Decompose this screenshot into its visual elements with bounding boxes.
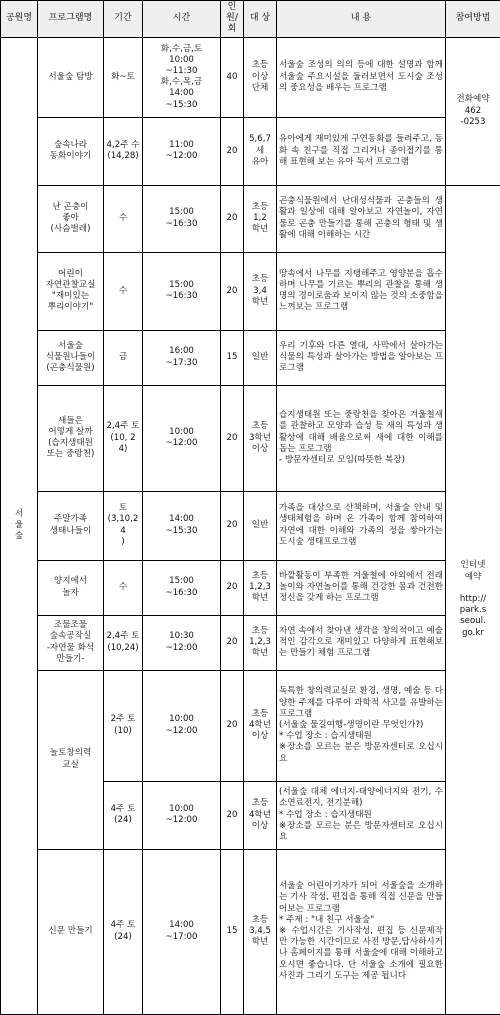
program-time: 10:00 ~12:00 <box>143 385 221 491</box>
program-target: 초등 1,2 학년 <box>244 185 277 252</box>
program-content: 가족을 대상으로 산책하며, 서울숲 안내 및 생태체험을 하며 온 가족이 함께 참여하여 자연에 대한 이해와 가족의 정을 쌓아가는 도시숲 생태프로그램 <box>277 491 446 560</box>
table-row <box>1 491 500 560</box>
program-name: 신문 만들기 <box>38 849 104 1014</box>
program-time: 10:00 ~12:00 <box>143 670 221 781</box>
program-time: 14:00 ~17:00 <box>143 849 221 1014</box>
program-time: 14:00 ~15:30 <box>143 491 221 560</box>
program-period: 2,4주 토 (10, 24) <box>104 385 143 491</box>
header-content: 내 용 <box>277 1 446 38</box>
program-target: 초등 이상 단체 <box>244 37 277 117</box>
program-people: 20 <box>221 185 244 252</box>
program-period: 2주 토 (10) <box>104 670 143 781</box>
table-row <box>1 252 500 330</box>
program-period: 금 <box>104 330 143 385</box>
program-people: 20 <box>221 781 244 849</box>
program-name: 숲속나라 동화이야기 <box>38 117 104 185</box>
program-content: 유아에게 재미있게 구연동화를 들려주고, 동화 속 친구를 직접 그리거나 종이접기를 통해 표현해 보는 유아 독서 프로그램 <box>277 117 446 185</box>
program-time: 15:00 ~16:30 <box>143 185 221 252</box>
table-row <box>1 615 500 670</box>
program-time: 15:00 ~16:30 <box>143 560 221 615</box>
program-name: 서울숲 식물원나들이 (곤충식물원) <box>38 330 104 385</box>
program-people: 20 <box>221 615 244 670</box>
program-target: 일반 <box>244 491 277 560</box>
table-row <box>1 37 500 117</box>
program-target: 초등 1,2,3 학년 <box>244 560 277 615</box>
program-people: 20 <box>221 670 244 781</box>
program-content: (서울숲 대체 에너지-태양에너지와 전기, 수소연료전지, 전기분해) * 수업 장소 : 습지생태원 ※장소를 모르는 분은 방문자센터로 오십시요 <box>277 781 446 849</box>
program-content: 습지생태원 또는 중랑천을 찾아온 겨울철새를 관찰하고 모양과 습성 등 새의 특성과 생활상에 대해 배움으로써 새에 대한 이해를 돕는 프로그램 - 방문자센터로 모임(따뜻한 복장) <box>277 385 446 491</box>
header-target: 대 상 <box>244 1 277 38</box>
program-period: 수 <box>104 252 143 330</box>
program-period: 4주 토 (24) <box>104 781 143 849</box>
table-row <box>1 385 500 491</box>
program-content: 자연 속에서 찾아낸 생각을 창의적이고 예술적인 감각으로 재미있고 다양하게 표현해보는 만들기 체험 프로그램 <box>277 615 446 670</box>
program-content: 바깥활동이 부족한 겨울철에 야외에서 전래놀이와 자연놀이를 통해 건강한 몸과 건전한 정신을 갖게 하는 프로그램 <box>277 560 446 615</box>
park-name: 서 울 숲 <box>1 37 38 1014</box>
reservation-phone: 전화예약 462 -0253 <box>446 37 500 185</box>
program-content: 독특한 창의력교실로 환경, 생명, 예술 등 다양한 주제를 다루어 과학적 사고를 유발하는 프로그램 (서울숲 물길여행-생명이란 무엇인가?) * 수업 장소 : 습지생태원 ※장소를 모르는 분은 방문자센터로 오십시요 <box>277 670 446 781</box>
reservation-internet: 인터넷 예약 http:// park.s seoul. go.kr <box>446 185 500 1014</box>
header-period: 기간 <box>104 1 143 38</box>
program-target: 초등 4학년 이상 <box>244 781 277 849</box>
program-time: 15:00 ~16:30 <box>143 252 221 330</box>
header-park: 공원명 <box>1 1 38 38</box>
program-name: 양지에서 놀자 <box>38 560 104 615</box>
program-name: 놀토창의력 교실 <box>38 670 104 849</box>
table-row <box>1 117 500 185</box>
table-row <box>1 560 500 615</box>
program-people: 20 <box>221 117 244 185</box>
program-period: 4,2주 수 (14,28) <box>104 117 143 185</box>
program-name: 난 곤충이 좋아 (사슴벌레) <box>38 185 104 252</box>
program-target: 일반 <box>244 330 277 385</box>
program-people: 40 <box>221 37 244 117</box>
header-program-name: 프로그램명 <box>38 1 104 38</box>
program-content: 서울숲 어린이기자가 되어 서울숲을 소개하는 기사 작성, 편집을 통해 직접 신문을 만들어보는 프로그램 * 주제 : "내 친구 서울숲" ※ 수업시간은 기사작성, 편집 등 신문제작만 가능한 시간이므로 사전 방문,답사하시거나 홈페이지를 통해 서울숲에 대해 이해하고 오시면 좋습니다. 단 서울숲 소개에 필요한 사진과 그리기 도구는 제공 됩니다 <box>277 849 446 1014</box>
table-row <box>1 670 500 781</box>
program-time: 11:00 ~12:00 <box>143 117 221 185</box>
program-name: 주말가족 생태나들이 <box>38 491 104 560</box>
program-people: 15 <box>221 330 244 385</box>
program-name: 어린이 자연관찰교실 "재미있는 뿌리이야기" <box>38 252 104 330</box>
program-period: 수 <box>104 560 143 615</box>
header-row <box>1 1 500 38</box>
program-target: 초등 3학년 이상 <box>244 385 277 491</box>
table-row <box>1 330 500 385</box>
program-time: 10:30 ~12:00 <box>143 615 221 670</box>
program-target: 초등 4학년 이상 <box>244 670 277 781</box>
program-people: 20 <box>221 252 244 330</box>
program-time: 화,수,금,토 10:00 ~11:30 화,수,목,금 14:00 ~15:30 <box>143 37 221 117</box>
program-name: 서울숲 탐방 <box>38 37 104 117</box>
program-name: 조물조물 숲속공작실 -자연물 화석 만들기- <box>38 615 104 670</box>
header-people: 인원/회 <box>221 1 244 38</box>
header-time: 시간 <box>143 1 221 38</box>
program-period: 화~토 <box>104 37 143 117</box>
program-content: 땅속에서 나무를 지탱해주고 영양분을 흡수하며 나무를 기르는 뿌리의 관찰을 통해 생명의 경이로움과 보이지 않는 것의 소중함을 느껴보는 프로그램 <box>277 252 446 330</box>
header-method: 참여방법 <box>446 1 500 38</box>
table-row <box>1 185 500 252</box>
program-period: 수 <box>104 185 143 252</box>
program-time: 10:00 ~12:00 <box>143 781 221 849</box>
program-target: 초등 3,4 학년 <box>244 252 277 330</box>
program-people: 20 <box>221 491 244 560</box>
program-content: 곤충식물원에서 난대성식물과 곤충들의 생활과 일상에 대해 알아보고 자연놀이, 자연물로 곤충 만들기를 통해 곤충의 형태 및 생활에 대해 이해하는 시간 <box>277 185 446 252</box>
program-period: 토 (3,10,24 ) <box>104 491 143 560</box>
program-target: 초등 3,4,5 학년 <box>244 849 277 1014</box>
program-content: 서울숲 조성의 의의 등에 대한 설명과 함께 서울숲 주요시설을 둘러보면서 도시숲 조성의 중요성을 배우는 프로그램 <box>277 37 446 117</box>
program-name: 새들은 어떻게 살까 (습지생태원 또는 중랑천) <box>38 385 104 491</box>
program-period: 4주 토 (24) <box>104 849 143 1014</box>
program-people: 20 <box>221 560 244 615</box>
program-content: 우리 기후와 다른 열대, 사막에서 살아가는 식물의 특성과 살아가는 방법을 알아보는 프로그램 <box>277 330 446 385</box>
program-people: 15 <box>221 849 244 1014</box>
program-people: 20 <box>221 385 244 491</box>
program-target: 초등 1,2,3 학년 <box>244 615 277 670</box>
program-time: 16:00 ~17:30 <box>143 330 221 385</box>
program-period: 2,4주 토 (10,24) <box>104 615 143 670</box>
table-row <box>1 849 500 1014</box>
program-target: 5,6,7 세 유아 <box>244 117 277 185</box>
